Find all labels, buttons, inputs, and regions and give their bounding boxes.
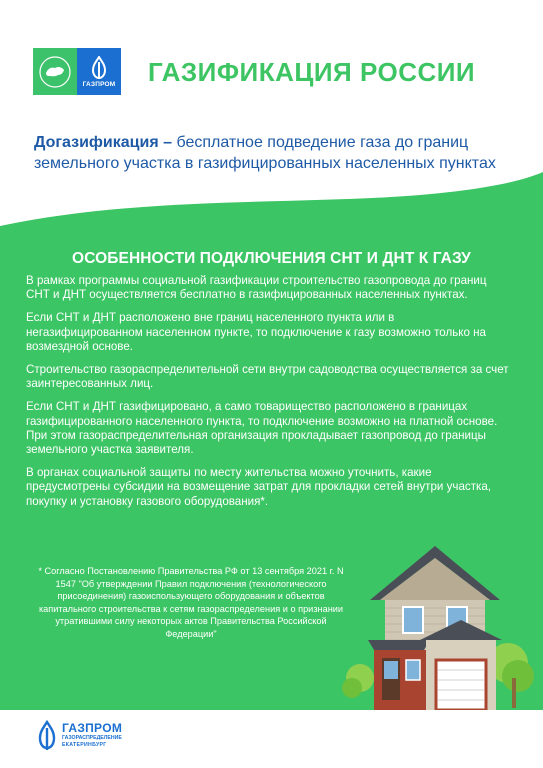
footer-logo-line1: ГАЗПРОМ (62, 721, 123, 736)
paragraph: Если СНТ и ДНТ газифицировано, а само товарищество расположено в границах газифицированного населенного пункта, то подключение возможно на платной основе. При этом газораспределительная организация прокладывает газопровод до границы земельного участка заявителя. (26, 400, 498, 457)
section-title: ОСОБЕННОСТИ ПОДКЛЮЧЕНИЯ СНТ И ДНТ К ГАЗУ (72, 250, 471, 267)
gazprom-logo (77, 48, 121, 95)
house-illustration (340, 528, 540, 718)
gazprom-logo-text: ГАЗПРОМ (82, 80, 116, 88)
paragraph: В органах социальной защиты по месту жительства можно уточнить, какие предусмотрены субсидии на возмещение затрат для прокладки сетей внутри участка, покупку и установку газового оборудования*. (26, 466, 492, 508)
footer-logo-line2: ГАЗОРАСПРЕДЕЛЕНИЕ (62, 735, 122, 742)
footer-logo (36, 720, 122, 750)
gazprom-flame-icon (36, 720, 58, 750)
section-paragraphs (26, 274, 510, 518)
paragraph: Если СНТ и ДНТ расположено вне границ населенного пункта или в негазифицированном населенном пункте, то подключение к газу возможно только на возмездной основе. (26, 311, 486, 353)
intro-bold: Догазификация – (34, 134, 173, 151)
paragraph: Строительство газораспределительной сети внутри садоводства осуществляется за счет заинтересованных лиц. (26, 363, 509, 391)
header-logos (33, 48, 121, 95)
intro-body: бесплатное подведение газа до границ земельного участка в газифицированных населенных пунктах (34, 134, 496, 172)
gazprom-flame-icon (90, 56, 108, 80)
footnote: * Согласно Постановлению Правительства РФ от 13 сентября 2021 г. N 1547 "Об утверждении Правил подключения (технологического присоединения) газоиспользующего оборудования и объектов капитального строительства к сетям газораспределения и о признании утратившими силу некоторых актов Правительства Российской Федерации" (38, 566, 344, 639)
footer-logo-line3: ЕКАТЕРИНБУРГ (62, 741, 107, 748)
paragraph: В рамках программы социальной газификации строительство газопровода до границ СНТ и ДНТ осуществляется бесплатно в газифицированных населенных пунктах. (26, 274, 487, 302)
russia-emblem-icon (33, 48, 77, 95)
page-title: ГАЗИФИКАЦИЯ РОССИИ (148, 57, 476, 87)
intro-text (34, 132, 514, 174)
